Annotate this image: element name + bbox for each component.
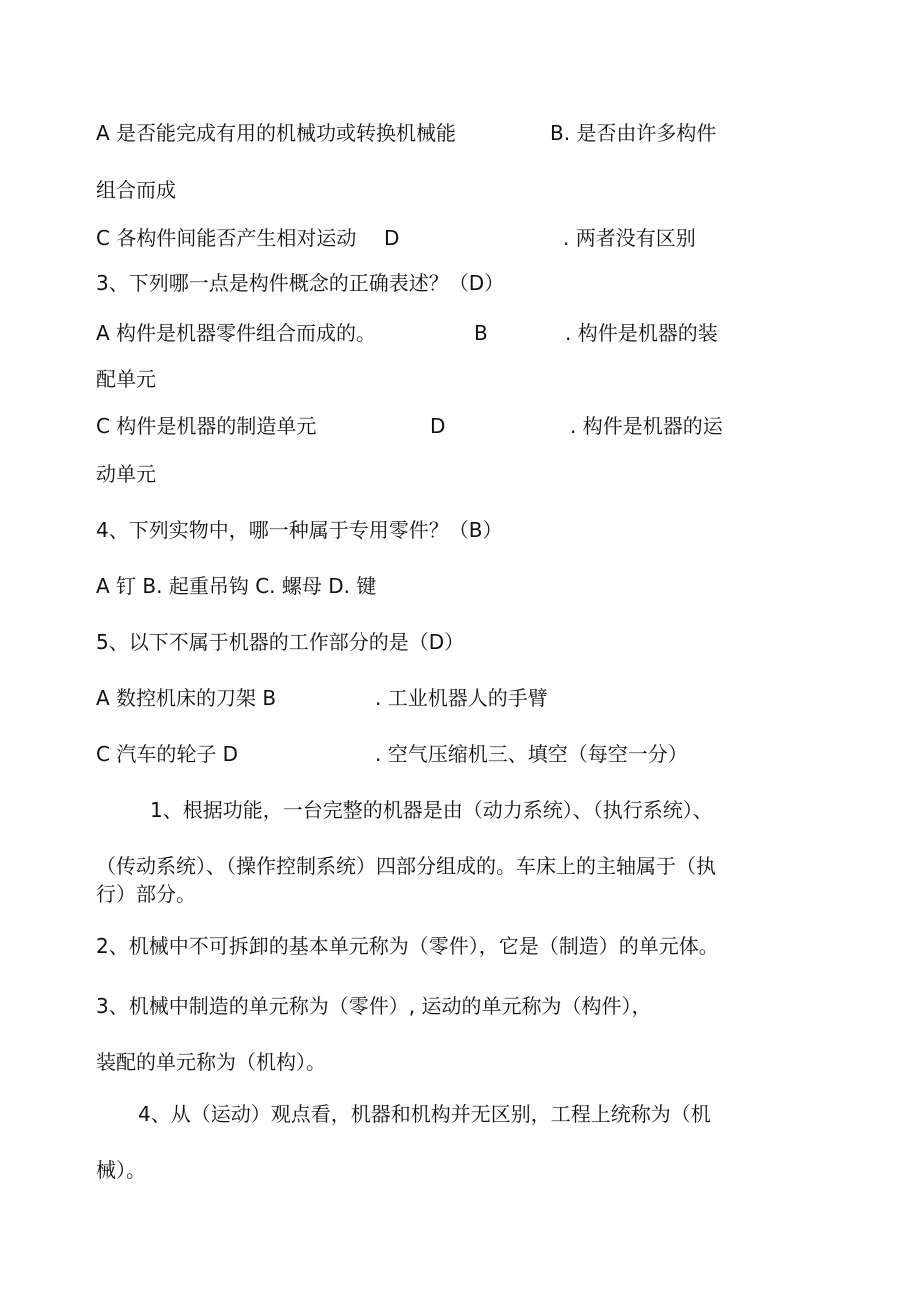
q3-stem: 3、下列哪一点是构件概念的正确表述？（D）: [96, 271, 505, 295]
q5-option-b-text: . 工业机器人的手臂: [375, 686, 548, 710]
q3-option-a: A 构件是机器零件组合而成的。: [96, 321, 377, 345]
q3-option-b-text: . 构件是机器的装: [565, 321, 718, 345]
q3-option-d-text: . 构件是机器的运: [570, 414, 723, 438]
fill-item-1-line-3: 行）部分。: [96, 882, 196, 906]
fill-item-1-line-1: 1、根据功能，一台完整的机器是由（动力系统）、（执行系统）、: [150, 798, 713, 822]
q3-option-c: C 构件是机器的制造单元: [96, 414, 317, 438]
q2-option-c: C 各构件间能否产生相对运动: [96, 226, 357, 250]
q5-stem: 5、以下不属于机器的工作部分的是（D）: [96, 630, 465, 654]
q2-option-b-continued: 组合而成: [96, 178, 176, 202]
q5-option-c: C 汽车的轮子 D: [96, 742, 239, 766]
fill-item-1-line-2: （传动系统）、（操作控制系统）四部分组成的。车床上的主轴属于（执: [96, 854, 716, 878]
q3-option-b-continued: 配单元: [96, 367, 156, 391]
fill-item-4-line-2: 械）。: [96, 1158, 146, 1182]
q5-option-d-text: . 空气压缩机三、填空（每空一分）: [375, 742, 688, 766]
q3-option-b-letter: B: [474, 321, 488, 345]
q2-option-d-text: . 两者没有区别: [563, 226, 696, 250]
fill-item-3-line-2: 装配的单元称为（机构）。: [96, 1050, 326, 1074]
q2-option-b: B. 是否由许多构件: [550, 121, 717, 145]
fill-item-4-line-1: 4、从（运动）观点看，机器和机构并无区别，工程上统称为（机: [138, 1102, 711, 1126]
q3-option-d-letter: D: [430, 414, 446, 438]
q2-option-d-letter: D: [384, 226, 400, 250]
q3-option-d-continued: 动单元: [96, 462, 156, 486]
q5-option-a: A 数控机床的刀架 B: [96, 686, 277, 710]
fill-item-2: 2、机械中不可拆卸的基本单元称为（零件），它是（制造）的单元体。: [96, 934, 719, 958]
q4-stem: 4、下列实物中，哪一种属于专用零件？（B）: [96, 518, 503, 542]
fill-item-3-line-1: 3、机械中制造的单元称为（零件）, 运动的单元称为（构件），: [96, 994, 652, 1018]
q4-options: A 钉 B. 起重吊钩 C. 螺母 D. 键: [96, 574, 377, 598]
q2-option-a: A 是否能完成有用的机械功或转换机械能: [96, 121, 457, 145]
